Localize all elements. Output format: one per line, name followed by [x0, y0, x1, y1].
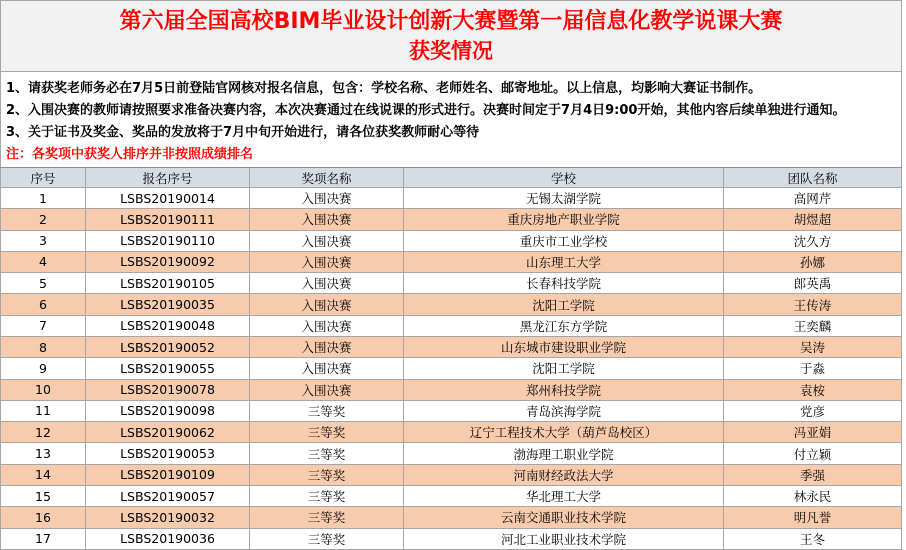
- cell-reg-no: LSBS20190111: [86, 209, 250, 229]
- table-row: [0, 465, 902, 486]
- table-row: [0, 209, 902, 230]
- cell-school: 河南财经政法大学: [404, 465, 724, 485]
- cell-award: 入围决赛: [250, 231, 404, 251]
- cell-no: 12: [0, 422, 86, 442]
- cell-no: 10: [0, 380, 86, 400]
- cell-award: 三等奖: [250, 422, 404, 442]
- cell-school: 青岛滨海学院: [404, 401, 724, 421]
- table-row: [0, 273, 902, 294]
- header-team: 团队名称: [724, 168, 902, 187]
- cell-award: 入围决赛: [250, 209, 404, 229]
- table-row: [0, 443, 902, 464]
- cell-no: 1: [0, 188, 86, 208]
- cell-team: 胡煜超: [724, 209, 902, 229]
- cell-award: 入围决赛: [250, 273, 404, 293]
- cell-school: 河北工业职业技术学院: [404, 529, 724, 549]
- table-row: [0, 231, 902, 252]
- cell-award: 入围决赛: [250, 380, 404, 400]
- cell-no: 16: [0, 507, 86, 527]
- table-row: [0, 252, 902, 273]
- cell-reg-no: LSBS20190078: [86, 380, 250, 400]
- cell-award: 入围决赛: [250, 337, 404, 357]
- cell-no: 5: [0, 273, 86, 293]
- header-no: 序号: [0, 168, 86, 187]
- cell-no: 2: [0, 209, 86, 229]
- table-row: [0, 294, 902, 315]
- cell-reg-no: LSBS20190098: [86, 401, 250, 421]
- cell-team: 林永民: [724, 486, 902, 506]
- notice-item: 1、请获奖老师务必在7月5日前登陆官网核对报名信息，包含：学校名称、老师姓名、邮寄地址。以上信息，均影响大赛证书制作。: [6, 81, 762, 96]
- cell-school: 渤海理工职业学院: [404, 443, 724, 463]
- cell-reg-no: LSBS20190105: [86, 273, 250, 293]
- cell-school: 郑州科技学院: [404, 380, 724, 400]
- cell-team: 沈久方: [724, 231, 902, 251]
- cell-award: 三等奖: [250, 401, 404, 421]
- cell-team: 冯亚娟: [724, 422, 902, 442]
- cell-school: 山东城市建设职业学院: [404, 337, 724, 357]
- table-row: [0, 486, 902, 507]
- cell-reg-no: LSBS20190092: [86, 252, 250, 272]
- cell-no: 3: [0, 231, 86, 251]
- cell-school: 沈阳工学院: [404, 294, 724, 314]
- cell-team: 王冬: [724, 529, 902, 549]
- cell-no: 6: [0, 294, 86, 314]
- cell-team: 孙娜: [724, 252, 902, 272]
- cell-reg-no: LSBS20190032: [86, 507, 250, 527]
- table-row: [0, 188, 902, 209]
- cell-reg-no: LSBS20190048: [86, 316, 250, 336]
- cell-no: 15: [0, 486, 86, 506]
- cell-reg-no: LSBS20190014: [86, 188, 250, 208]
- cell-award: 三等奖: [250, 529, 404, 549]
- remark-note: 注：各奖项中获奖人排序并非按照成绩排名: [6, 147, 254, 162]
- cell-no: 17: [0, 529, 86, 549]
- cell-reg-no: LSBS20190052: [86, 337, 250, 357]
- table-row: [0, 358, 902, 379]
- cell-no: 13: [0, 443, 86, 463]
- cell-team: 党彦: [724, 401, 902, 421]
- cell-reg-no: LSBS20190062: [86, 422, 250, 442]
- table-header-row: [0, 167, 902, 188]
- cell-reg-no: LSBS20190109: [86, 465, 250, 485]
- header-school: 学校: [404, 168, 724, 187]
- cell-team: 王奕麟: [724, 316, 902, 336]
- cell-school: 华北理工大学: [404, 486, 724, 506]
- cell-reg-no: LSBS20190035: [86, 294, 250, 314]
- cell-reg-no: LSBS20190057: [86, 486, 250, 506]
- table-row: [0, 422, 902, 443]
- table-row: [0, 337, 902, 358]
- table-row: [0, 529, 902, 550]
- notice-section: [0, 72, 902, 167]
- cell-team: 于淼: [724, 358, 902, 378]
- cell-team: 郎英禹: [724, 273, 902, 293]
- cell-school: 重庆市工业学校: [404, 231, 724, 251]
- cell-reg-no: LSBS20190053: [86, 443, 250, 463]
- header-award: 奖项名称: [250, 168, 404, 187]
- table-row: [0, 507, 902, 528]
- cell-no: 4: [0, 252, 86, 272]
- cell-reg-no: LSBS20190055: [86, 358, 250, 378]
- cell-no: 11: [0, 401, 86, 421]
- cell-no: 8: [0, 337, 86, 357]
- page-subtitle: 获奖情况: [409, 39, 493, 63]
- header-reg-no: 报名序号: [86, 168, 250, 187]
- table-row: [0, 380, 902, 401]
- cell-school: 长春科技学院: [404, 273, 724, 293]
- table-row: [0, 401, 902, 422]
- cell-team: 王传涛: [724, 294, 902, 314]
- cell-no: 14: [0, 465, 86, 485]
- cell-award: 入围决赛: [250, 294, 404, 314]
- cell-award: 入围决赛: [250, 358, 404, 378]
- cell-school: 黑龙江东方学院: [404, 316, 724, 336]
- cell-reg-no: LSBS20190036: [86, 529, 250, 549]
- cell-school: 重庆房地产职业学院: [404, 209, 724, 229]
- cell-team: 付立颖: [724, 443, 902, 463]
- cell-team: 明凡誉: [724, 507, 902, 527]
- cell-team: 季强: [724, 465, 902, 485]
- title-banner: [0, 0, 902, 72]
- cell-team: 高网芹: [724, 188, 902, 208]
- notice-item: 3、关于证书及奖金、奖品的发放将于7月中旬开始进行，请各位获奖教师耐心等待: [6, 125, 480, 140]
- cell-school: 云南交通职业技术学院: [404, 507, 724, 527]
- cell-school: 无锡太湖学院: [404, 188, 724, 208]
- cell-team: 吴涛: [724, 337, 902, 357]
- results-table: [0, 167, 902, 550]
- cell-award: 入围决赛: [250, 252, 404, 272]
- cell-reg-no: LSBS20190110: [86, 231, 250, 251]
- cell-award: 三等奖: [250, 465, 404, 485]
- cell-award: 入围决赛: [250, 188, 404, 208]
- cell-award: 入围决赛: [250, 316, 404, 336]
- page-title: 第六届全国高校BIM毕业设计创新大赛暨第一届信息化教学说课大赛: [119, 9, 783, 34]
- cell-no: 7: [0, 316, 86, 336]
- table-row: [0, 316, 902, 337]
- cell-school: 山东理工大学: [404, 252, 724, 272]
- cell-school: 辽宁工程技术大学（葫芦岛校区）: [404, 422, 724, 442]
- cell-award: 三等奖: [250, 443, 404, 463]
- notice-item: 2、入围决赛的教师请按照要求准备决赛内容，本次决赛通过在线说课的形式进行。决赛时间定于7月4日9:00开始，其他内容后续单独进行通知。: [6, 103, 846, 118]
- cell-award: 三等奖: [250, 486, 404, 506]
- cell-award: 三等奖: [250, 507, 404, 527]
- cell-no: 9: [0, 358, 86, 378]
- cell-school: 沈阳工学院: [404, 358, 724, 378]
- cell-team: 袁桉: [724, 380, 902, 400]
